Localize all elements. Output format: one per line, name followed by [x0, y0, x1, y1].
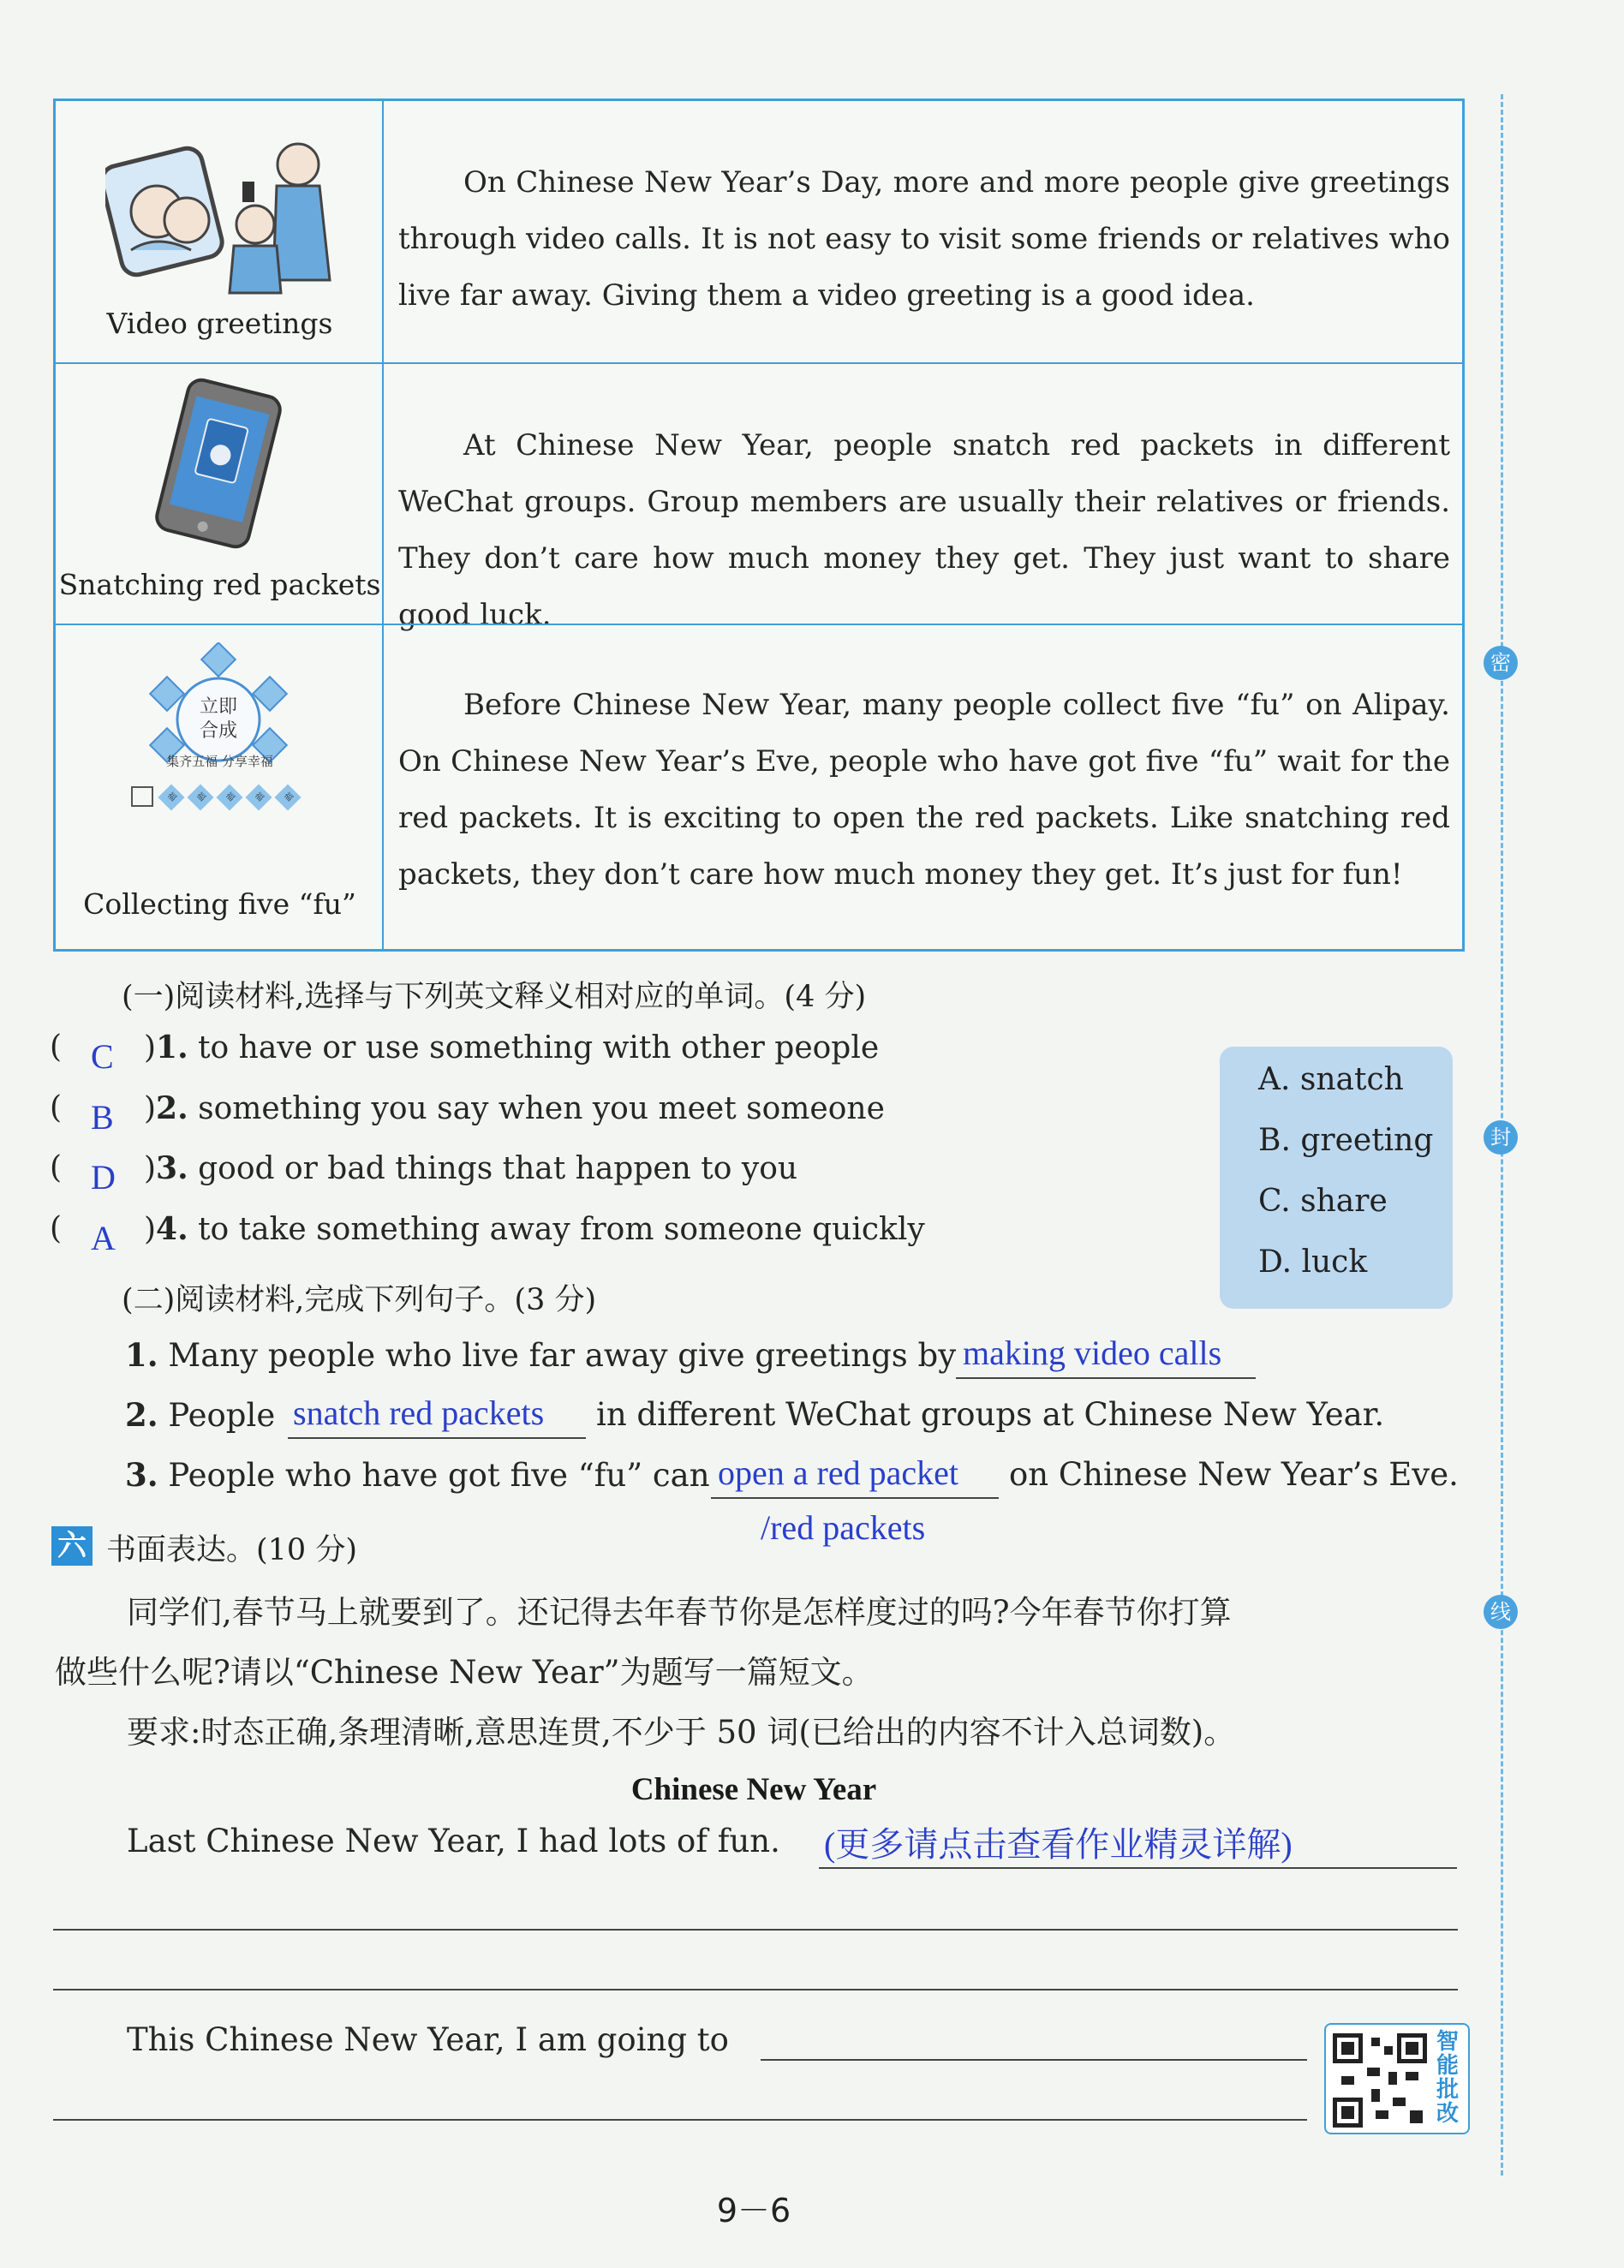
- fill-answer: making video calls: [963, 1334, 1222, 1372]
- reading-paragraph: At Chinese New Year, people snatch red packets in different WeChat groups. Group members are usually their relatives or friends. They don’t care how much money they get. They just want to share good luck.: [398, 428, 1450, 632]
- question-number: 3.: [156, 1150, 188, 1186]
- fill-answer-alt: /red packets: [761, 1508, 926, 1547]
- writing-requirement: 要求:时态正确,条理清晰,意思连贯,不少于 50 词(已给出的内容不计入总词数)。: [127, 1714, 1236, 1751]
- reading-row-red-packets: [56, 362, 1462, 632]
- writing-line: [819, 1867, 1457, 1869]
- question-definition: to take something away from someone quickly: [198, 1212, 925, 1247]
- option-item: A. snatch: [1258, 1062, 1404, 1097]
- reading-row-five-fu: [56, 624, 1462, 949]
- option-item: B. greeting: [1258, 1123, 1434, 1158]
- fu-cards-row: [131, 785, 319, 814]
- fill-sentence-1: [125, 1336, 956, 1374]
- image-cell: [56, 625, 384, 949]
- paren-open: (: [50, 1090, 63, 1125]
- answer-mark: A: [91, 1219, 116, 1257]
- sentence-number: 1.: [125, 1336, 158, 1374]
- binding-label: 封: [1484, 1120, 1518, 1155]
- answer-mark: B: [91, 1098, 114, 1137]
- question-text: )2. something you say when you meet someone: [144, 1090, 885, 1126]
- essay-title: Chinese New Year: [630, 1772, 877, 1807]
- sentence-ending: on Chinese New Year’s Eve.: [1009, 1456, 1459, 1493]
- sentence-text: People who have got five “fu” can: [168, 1457, 710, 1494]
- writing-line: [53, 1989, 1458, 1990]
- qr-code-widget[interactable]: [1324, 2023, 1470, 2134]
- word-options-box: [1220, 1047, 1453, 1309]
- answer-mark: D: [91, 1158, 116, 1197]
- image-cell: [56, 101, 384, 362]
- alipay-fu-illustration: [133, 642, 304, 856]
- option-item: D. luck: [1258, 1244, 1368, 1280]
- binding-label: 线: [1484, 1595, 1518, 1629]
- image-cell: [56, 364, 384, 624]
- essay-answer-link[interactable]: (更多请点击查看作业精灵详解): [824, 1825, 1293, 1864]
- question-definition: something you say when you meet someone: [198, 1091, 885, 1126]
- binding-label: 密: [1484, 646, 1518, 680]
- paren-open: (: [50, 1150, 63, 1185]
- reading-row-video-greetings: [56, 101, 1462, 362]
- writing-line: [53, 2119, 1307, 2121]
- essay-line2: This Chinese New Year, I am going to: [127, 2021, 729, 2058]
- question-number: 4.: [156, 1211, 188, 1247]
- answer-underline: [711, 1497, 999, 1499]
- answer-mark: C: [91, 1037, 114, 1076]
- part2-heading: (二)阅读材料,完成下列句子。(3 分): [122, 1283, 597, 1317]
- question-definition: to have or use something with other people: [198, 1030, 880, 1065]
- option-item: C. share: [1258, 1184, 1388, 1219]
- fu-tagline: 集齐五福 分享幸福: [166, 754, 273, 769]
- qr-label: 智能批改: [1436, 2029, 1459, 2127]
- sentence-ending: in different WeChat groups at Chinese New Year.: [596, 1396, 1385, 1433]
- qr-code-icon: [1333, 2033, 1427, 2128]
- sentence-text: Many people who live far away give greetings by: [168, 1337, 957, 1374]
- fu-card: 福: [216, 784, 242, 810]
- writing-prompt-line2: 做些什么呢?请以“Chinese New Year”为题写一篇短文。: [55, 1654, 874, 1691]
- fu-card: 福: [158, 784, 184, 810]
- answer-underline: [956, 1377, 1256, 1379]
- image-caption: Snatching red packets: [58, 568, 381, 601]
- fu-card: 福: [274, 784, 301, 810]
- reading-paragraph: Before Chinese New Year, many people collect five “fu” on Alipay. On Chinese New Year’s Eve, people who have got five “fu” wait for the red packets. It is exciting to open the red packets. Like snatching red packets, they don’t care how much money they get. It’s just for fun!: [398, 688, 1450, 892]
- sentence-text: People: [168, 1397, 276, 1434]
- reading-paragraph: On Chinese New Year’s Day, more and more people give greetings through video calls. It is not easy to visit some friends or relatives who live far away. Giving them a video greeting is a good idea.: [398, 165, 1450, 313]
- question-number: 2.: [156, 1090, 188, 1126]
- sentence-number: 2.: [125, 1396, 158, 1434]
- writing-line: [53, 1929, 1458, 1931]
- answer-underline: [288, 1437, 586, 1439]
- sentence-number: 3.: [125, 1456, 158, 1494]
- page-number: 9－6: [716, 2192, 791, 2229]
- envelope-icon: [131, 786, 153, 807]
- image-caption: Video greetings: [106, 307, 333, 340]
- phone-red-packet-illustration: [141, 378, 296, 549]
- question-number: 1.: [156, 1030, 188, 1065]
- writing-line: [761, 2059, 1307, 2061]
- section-number-badge: 六: [51, 1526, 93, 1566]
- center-label-line2: 合成: [199, 720, 238, 742]
- video-call-illustration: [105, 130, 337, 301]
- paren-open: (: [50, 1211, 63, 1246]
- reading-table: [53, 98, 1465, 952]
- fill-sentence-2: [125, 1396, 275, 1434]
- question-text: )1. to have or use something with other people: [144, 1030, 880, 1065]
- paren-open: (: [50, 1030, 63, 1065]
- question-definition: good or bad things that happen to you: [198, 1151, 798, 1186]
- fill-answer: open a red packet: [718, 1453, 958, 1492]
- section-title: 书面表达。(10 分): [106, 1533, 357, 1567]
- fill-answer: snatch red packets: [293, 1394, 545, 1432]
- fu-card: 福: [245, 784, 272, 810]
- part1-heading: (一)阅读材料,选择与下列英文释义相对应的单词。(4 分): [122, 980, 867, 1014]
- writing-prompt-line1: 同学们,春节马上就要到了。还记得去年春节你是怎样度过的吗?今年春节你打算: [127, 1594, 1232, 1631]
- center-label-line1: 立即: [199, 696, 238, 718]
- fu-card: 福: [187, 784, 213, 810]
- question-text: )4. to take something away from someone quickly: [144, 1211, 925, 1247]
- fill-sentence-3: [125, 1456, 710, 1494]
- image-caption: Collecting five “fu”: [83, 887, 356, 921]
- question-text: )3. good or bad things that happen to you: [144, 1150, 798, 1186]
- essay-line1: Last Chinese New Year, I had lots of fun.: [127, 1823, 780, 1859]
